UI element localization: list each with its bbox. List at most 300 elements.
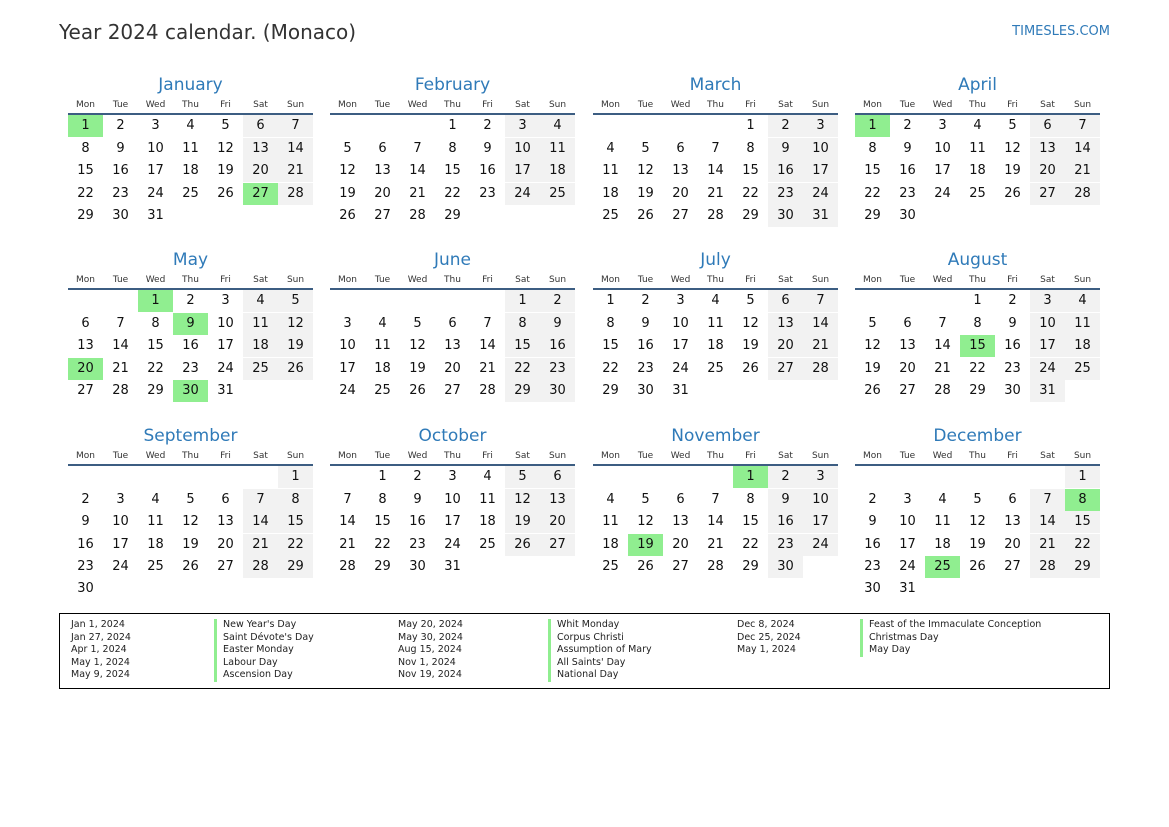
site-link[interactable]: TIMESLES.COM bbox=[1012, 24, 1110, 39]
day-cell: 19 bbox=[1004, 163, 1021, 179]
month-february bbox=[330, 74, 575, 227]
week-row bbox=[593, 511, 838, 533]
day-cell: 21 bbox=[707, 536, 724, 552]
day-cell: 31 bbox=[672, 382, 689, 398]
month-april bbox=[855, 74, 1100, 227]
day-cell: 18 bbox=[147, 536, 164, 552]
weekday-label: Fri bbox=[220, 275, 231, 285]
week-row bbox=[68, 578, 313, 600]
weekday-label: Wed bbox=[670, 100, 691, 110]
day-cell: 23 bbox=[77, 558, 94, 574]
day-cell: 29 bbox=[77, 207, 94, 223]
week-row bbox=[68, 160, 313, 182]
empty-day-cell bbox=[1065, 380, 1100, 402]
week-row bbox=[68, 138, 313, 160]
week-row bbox=[68, 511, 313, 533]
week-row bbox=[68, 489, 313, 511]
day-cell: 12 bbox=[217, 140, 234, 156]
day-cell: 28 bbox=[934, 382, 951, 398]
legend-date: May 1, 2024 bbox=[737, 644, 796, 655]
month-name: February bbox=[414, 75, 491, 95]
empty-day-cell bbox=[768, 380, 803, 402]
day-cell: 1 bbox=[973, 293, 982, 309]
day-cell: 14 bbox=[707, 163, 724, 179]
weekend-day-cell: 17 bbox=[803, 160, 838, 182]
week-row bbox=[68, 313, 313, 335]
day-cell: 7 bbox=[483, 315, 492, 331]
day-cell: 26 bbox=[182, 558, 199, 574]
week-row bbox=[68, 556, 313, 578]
day-cell: 19 bbox=[339, 185, 356, 201]
weekday-header bbox=[68, 97, 313, 115]
day-cell: 19 bbox=[409, 360, 426, 376]
weekday-label: Fri bbox=[482, 275, 493, 285]
week-row bbox=[593, 160, 838, 182]
weekend-day-cell: 25 bbox=[540, 183, 575, 205]
legend-holiday-name: National Day bbox=[548, 669, 618, 682]
day-cell: 9 bbox=[903, 140, 912, 156]
weekend-day-cell: 11 bbox=[243, 313, 278, 335]
weekend-day-cell: 7 bbox=[1030, 489, 1065, 511]
week-row bbox=[855, 115, 1100, 137]
day-cell: 13 bbox=[672, 514, 689, 530]
weekday-header bbox=[68, 448, 313, 466]
weekday-label: Wed bbox=[145, 275, 166, 285]
week-row bbox=[68, 466, 313, 488]
day-cell: 20 bbox=[672, 185, 689, 201]
weekend-day-cell: 24 bbox=[803, 183, 838, 205]
day-cell: 28 bbox=[479, 382, 496, 398]
day-cell: 16 bbox=[182, 338, 199, 354]
day-cell: 26 bbox=[742, 360, 759, 376]
day-cell: 2 bbox=[186, 293, 195, 309]
month-october bbox=[330, 425, 575, 578]
weekend-day-cell: 24 bbox=[1030, 358, 1065, 380]
day-cell: 12 bbox=[864, 338, 881, 354]
weekend-day-cell: 3 bbox=[505, 115, 540, 137]
weekday-label: Mon bbox=[338, 275, 357, 285]
weekday-label: Thu bbox=[444, 451, 461, 461]
day-cell: 11 bbox=[934, 514, 951, 530]
holiday-day-cell: 1 bbox=[138, 290, 173, 312]
weekend-day-cell: 1 bbox=[1065, 466, 1100, 488]
weekend-day-cell: 20 bbox=[768, 335, 803, 357]
day-cell: 2 bbox=[641, 293, 650, 309]
day-cell: 23 bbox=[182, 360, 199, 376]
weekday-label: Sat bbox=[778, 451, 793, 461]
empty-day-cell bbox=[925, 466, 960, 488]
weekend-day-cell: 24 bbox=[505, 183, 540, 205]
day-cell: 4 bbox=[938, 491, 947, 507]
day-cell: 29 bbox=[742, 207, 759, 223]
day-cell: 6 bbox=[378, 140, 387, 156]
day-cell: 15 bbox=[602, 338, 619, 354]
day-cell: 17 bbox=[444, 514, 461, 530]
day-cell: 27 bbox=[77, 382, 94, 398]
weekday-label: Sat bbox=[253, 451, 268, 461]
weekend-day-cell: 26 bbox=[278, 358, 313, 380]
day-cell: 14 bbox=[934, 338, 951, 354]
empty-day-cell bbox=[470, 556, 505, 578]
empty-day-cell bbox=[103, 290, 138, 312]
day-cell: 15 bbox=[864, 163, 881, 179]
day-cell: 15 bbox=[742, 514, 759, 530]
day-cell: 8 bbox=[448, 140, 457, 156]
week-row bbox=[593, 205, 838, 227]
day-cell: 4 bbox=[973, 118, 982, 134]
week-row bbox=[68, 380, 313, 402]
legend-holiday-name: Easter Monday bbox=[214, 644, 294, 657]
day-cell: 21 bbox=[707, 185, 724, 201]
weekday-label: Wed bbox=[932, 451, 953, 461]
weekend-day-cell: 28 bbox=[1065, 183, 1100, 205]
day-cell: 2 bbox=[413, 469, 422, 485]
month-name: November bbox=[671, 426, 760, 446]
week-row bbox=[855, 489, 1100, 511]
day-cell: 16 bbox=[637, 338, 654, 354]
day-cell: 13 bbox=[374, 163, 391, 179]
day-cell: 4 bbox=[606, 140, 615, 156]
month-september bbox=[68, 425, 313, 600]
day-cell: 6 bbox=[676, 491, 685, 507]
empty-day-cell bbox=[1065, 205, 1100, 227]
day-cell: 26 bbox=[1004, 185, 1021, 201]
week-row bbox=[330, 466, 575, 488]
day-cell: 12 bbox=[1004, 140, 1021, 156]
day-cell: 14 bbox=[112, 338, 129, 354]
day-cell: 22 bbox=[864, 185, 881, 201]
empty-day-cell bbox=[208, 578, 243, 600]
empty-day-cell bbox=[628, 115, 663, 137]
day-cell: 27 bbox=[217, 558, 234, 574]
empty-day-cell bbox=[628, 466, 663, 488]
week-row bbox=[855, 511, 1100, 533]
weekend-day-cell: 31 bbox=[1030, 380, 1065, 402]
weekday-label: Tue bbox=[899, 275, 916, 285]
day-cell: 9 bbox=[641, 315, 650, 331]
empty-day-cell bbox=[890, 290, 925, 312]
day-cell: 21 bbox=[409, 185, 426, 201]
weekday-label: Wed bbox=[932, 275, 953, 285]
day-cell: 13 bbox=[444, 338, 461, 354]
day-cell: 15 bbox=[742, 163, 759, 179]
day-cell: 17 bbox=[217, 338, 234, 354]
week-row bbox=[593, 556, 838, 578]
empty-day-cell bbox=[733, 380, 768, 402]
weekday-label: Thu bbox=[182, 275, 199, 285]
weekend-day-cell: 7 bbox=[278, 115, 313, 137]
holiday-day-cell: 1 bbox=[68, 115, 103, 137]
day-cell: 12 bbox=[742, 315, 759, 331]
weekday-label: Sun bbox=[286, 275, 305, 285]
weekday-label: Sat bbox=[515, 451, 530, 461]
empty-day-cell bbox=[540, 205, 575, 227]
day-cell: 28 bbox=[707, 558, 724, 574]
empty-day-cell bbox=[698, 115, 733, 137]
empty-day-cell bbox=[243, 578, 278, 600]
empty-day-cell bbox=[173, 205, 208, 227]
day-cell: 25 bbox=[479, 536, 496, 552]
day-cell: 22 bbox=[602, 360, 619, 376]
day-cell: 28 bbox=[707, 207, 724, 223]
day-cell: 5 bbox=[746, 293, 755, 309]
empty-day-cell bbox=[663, 115, 698, 137]
day-cell: 6 bbox=[1008, 491, 1017, 507]
empty-day-cell bbox=[103, 466, 138, 488]
day-cell: 10 bbox=[672, 315, 689, 331]
day-cell: 6 bbox=[676, 140, 685, 156]
day-cell: 17 bbox=[672, 338, 689, 354]
week-row bbox=[330, 511, 575, 533]
day-cell: 25 bbox=[969, 185, 986, 201]
month-name: October bbox=[418, 426, 487, 446]
day-cell: 21 bbox=[112, 360, 129, 376]
weekend-day-cell: 7 bbox=[803, 290, 838, 312]
weekend-day-cell: 13 bbox=[243, 138, 278, 160]
week-row bbox=[68, 183, 313, 205]
weekday-label: Wed bbox=[670, 451, 691, 461]
weekend-day-cell: 7 bbox=[1065, 115, 1100, 137]
day-cell: 18 bbox=[479, 514, 496, 530]
day-cell: 1 bbox=[448, 118, 457, 134]
week-row bbox=[68, 534, 313, 556]
day-cell: 10 bbox=[444, 491, 461, 507]
day-cell: 5 bbox=[868, 315, 877, 331]
weekend-day-cell: 25 bbox=[1065, 358, 1100, 380]
empty-day-cell bbox=[803, 380, 838, 402]
day-cell: 2 bbox=[116, 118, 125, 134]
empty-day-cell bbox=[173, 578, 208, 600]
weekend-day-cell: 16 bbox=[768, 160, 803, 182]
day-cell: 16 bbox=[1004, 338, 1021, 354]
day-cell: 17 bbox=[112, 536, 129, 552]
legend-holiday-name: Corpus Christi bbox=[548, 632, 624, 645]
weekend-day-cell: 21 bbox=[1030, 534, 1065, 556]
weekday-label: Tue bbox=[374, 275, 391, 285]
weekend-day-cell: 15 bbox=[505, 335, 540, 357]
day-cell: 6 bbox=[448, 315, 457, 331]
day-cell: 8 bbox=[973, 315, 982, 331]
day-cell: 6 bbox=[903, 315, 912, 331]
weekend-day-cell: 23 bbox=[540, 358, 575, 380]
weekend-day-cell: 21 bbox=[1065, 160, 1100, 182]
day-cell: 18 bbox=[969, 163, 986, 179]
day-cell: 4 bbox=[151, 491, 160, 507]
day-cell: 26 bbox=[969, 558, 986, 574]
day-cell: 22 bbox=[444, 185, 461, 201]
weekday-label: Sat bbox=[515, 275, 530, 285]
empty-day-cell bbox=[470, 290, 505, 312]
week-row bbox=[330, 115, 575, 137]
weekend-day-cell: 13 bbox=[540, 489, 575, 511]
weekday-label: Thu bbox=[969, 275, 986, 285]
weekend-day-cell: 17 bbox=[1030, 335, 1065, 357]
weekday-label: Tue bbox=[637, 275, 654, 285]
week-row bbox=[68, 290, 313, 312]
weekend-day-cell: 27 bbox=[768, 358, 803, 380]
empty-day-cell bbox=[925, 205, 960, 227]
weekend-day-cell: 20 bbox=[540, 511, 575, 533]
weekday-label: Tue bbox=[374, 451, 391, 461]
week-row bbox=[855, 578, 1100, 600]
weekday-label: Sun bbox=[1073, 275, 1092, 285]
day-cell: 18 bbox=[707, 338, 724, 354]
empty-day-cell bbox=[330, 290, 365, 312]
weekday-label: Fri bbox=[1007, 275, 1018, 285]
legend-date: May 9, 2024 bbox=[71, 669, 130, 680]
day-cell: 27 bbox=[444, 382, 461, 398]
day-cell: 18 bbox=[182, 163, 199, 179]
day-cell: 18 bbox=[934, 536, 951, 552]
day-cell: 24 bbox=[147, 185, 164, 201]
day-cell: 24 bbox=[112, 558, 129, 574]
legend-date: May 30, 2024 bbox=[398, 631, 463, 643]
legend-date: May 1, 2024 bbox=[71, 656, 130, 668]
day-cell: 23 bbox=[864, 558, 881, 574]
empty-day-cell bbox=[855, 290, 890, 312]
month-july bbox=[593, 249, 838, 402]
day-cell: 17 bbox=[899, 536, 916, 552]
day-cell: 20 bbox=[444, 360, 461, 376]
weekday-label: Mon bbox=[863, 275, 882, 285]
empty-day-cell bbox=[68, 466, 103, 488]
day-cell: 29 bbox=[969, 382, 986, 398]
weekday-label: Tue bbox=[637, 451, 654, 461]
weekend-day-cell: 30 bbox=[768, 205, 803, 227]
empty-day-cell bbox=[1030, 466, 1065, 488]
weekend-day-cell: 16 bbox=[540, 335, 575, 357]
day-cell: 3 bbox=[938, 118, 947, 134]
weekend-day-cell: 18 bbox=[540, 160, 575, 182]
weekend-day-cell: 4 bbox=[1065, 290, 1100, 312]
day-cell: 5 bbox=[186, 491, 195, 507]
weekend-day-cell: 28 bbox=[1030, 556, 1065, 578]
week-row bbox=[330, 290, 575, 312]
month-may bbox=[68, 249, 313, 402]
day-cell: 24 bbox=[444, 536, 461, 552]
day-cell: 12 bbox=[409, 338, 426, 354]
weekday-header bbox=[855, 448, 1100, 466]
week-row bbox=[855, 335, 1100, 357]
weekday-label: Tue bbox=[637, 100, 654, 110]
day-cell: 31 bbox=[147, 207, 164, 223]
day-cell: 29 bbox=[374, 558, 391, 574]
day-cell: 29 bbox=[444, 207, 461, 223]
week-row bbox=[330, 556, 575, 578]
weekend-day-cell: 25 bbox=[243, 358, 278, 380]
day-cell: 10 bbox=[934, 140, 951, 156]
empty-day-cell bbox=[855, 466, 890, 488]
weekend-day-cell: 6 bbox=[540, 466, 575, 488]
day-cell: 30 bbox=[899, 207, 916, 223]
day-cell: 10 bbox=[217, 315, 234, 331]
weekday-label: Fri bbox=[220, 100, 231, 110]
empty-day-cell bbox=[960, 466, 995, 488]
weekend-day-cell: 29 bbox=[1065, 556, 1100, 578]
weekday-label: Thu bbox=[969, 100, 986, 110]
day-cell: 14 bbox=[707, 514, 724, 530]
day-cell: 19 bbox=[217, 163, 234, 179]
month-march bbox=[593, 74, 838, 227]
empty-day-cell bbox=[925, 290, 960, 312]
day-cell: 5 bbox=[343, 140, 352, 156]
day-cell: 31 bbox=[899, 581, 916, 597]
day-cell: 23 bbox=[409, 536, 426, 552]
weekend-day-cell: 9 bbox=[768, 138, 803, 160]
weekend-day-cell: 1 bbox=[505, 290, 540, 312]
weekend-day-cell: 31 bbox=[803, 205, 838, 227]
day-cell: 11 bbox=[374, 338, 391, 354]
legend-date: Nov 19, 2024 bbox=[398, 669, 462, 680]
week-row bbox=[593, 290, 838, 312]
day-cell: 30 bbox=[1004, 382, 1021, 398]
holiday-day-cell: 1 bbox=[733, 466, 768, 488]
day-cell: 3 bbox=[116, 491, 125, 507]
week-row bbox=[855, 358, 1100, 380]
weekday-header bbox=[855, 272, 1100, 290]
day-cell: 18 bbox=[602, 536, 619, 552]
day-cell: 25 bbox=[602, 207, 619, 223]
weekend-day-cell: 23 bbox=[768, 183, 803, 205]
empty-day-cell bbox=[995, 466, 1030, 488]
weekend-day-cell: 11 bbox=[1065, 313, 1100, 335]
weekend-day-cell: 28 bbox=[243, 556, 278, 578]
weekend-day-cell: 1 bbox=[278, 466, 313, 488]
day-cell: 9 bbox=[868, 514, 877, 530]
weekday-label: Tue bbox=[899, 451, 916, 461]
day-cell: 22 bbox=[742, 185, 759, 201]
day-cell: 25 bbox=[374, 382, 391, 398]
weekday-label: Wed bbox=[670, 275, 691, 285]
day-cell: 24 bbox=[899, 558, 916, 574]
day-cell: 30 bbox=[637, 382, 654, 398]
day-cell: 20 bbox=[374, 185, 391, 201]
weekday-label: Sun bbox=[1073, 451, 1092, 461]
day-cell: 6 bbox=[81, 315, 90, 331]
weekend-day-cell: 14 bbox=[278, 138, 313, 160]
day-cell: 23 bbox=[637, 360, 654, 376]
legend-date: Dec 25, 2024 bbox=[737, 631, 801, 643]
month-name: April bbox=[958, 75, 997, 95]
day-cell: 18 bbox=[374, 360, 391, 376]
day-cell: 4 bbox=[378, 315, 387, 331]
weekday-header bbox=[593, 448, 838, 466]
day-cell: 5 bbox=[973, 491, 982, 507]
weekday-label: Thu bbox=[969, 451, 986, 461]
day-cell: 20 bbox=[1004, 536, 1021, 552]
weekday-label: Wed bbox=[407, 275, 428, 285]
weekday-label: Tue bbox=[374, 100, 391, 110]
week-row bbox=[593, 115, 838, 137]
empty-day-cell bbox=[470, 205, 505, 227]
week-row bbox=[330, 205, 575, 227]
day-cell: 15 bbox=[444, 163, 461, 179]
weekday-label: Sat bbox=[778, 100, 793, 110]
day-cell: 7 bbox=[343, 491, 352, 507]
weekend-day-cell: 22 bbox=[278, 534, 313, 556]
weekend-day-cell: 22 bbox=[1065, 534, 1100, 556]
day-cell: 24 bbox=[339, 382, 356, 398]
weekday-label: Fri bbox=[220, 451, 231, 461]
legend-holiday-name: Whit Monday bbox=[548, 619, 619, 632]
day-cell: 9 bbox=[1008, 315, 1017, 331]
weekday-label: Sat bbox=[1040, 275, 1055, 285]
weekday-label: Sat bbox=[1040, 451, 1055, 461]
day-cell: 15 bbox=[77, 163, 94, 179]
day-cell: 26 bbox=[864, 382, 881, 398]
day-cell: 11 bbox=[182, 140, 199, 156]
day-cell: 10 bbox=[147, 140, 164, 156]
